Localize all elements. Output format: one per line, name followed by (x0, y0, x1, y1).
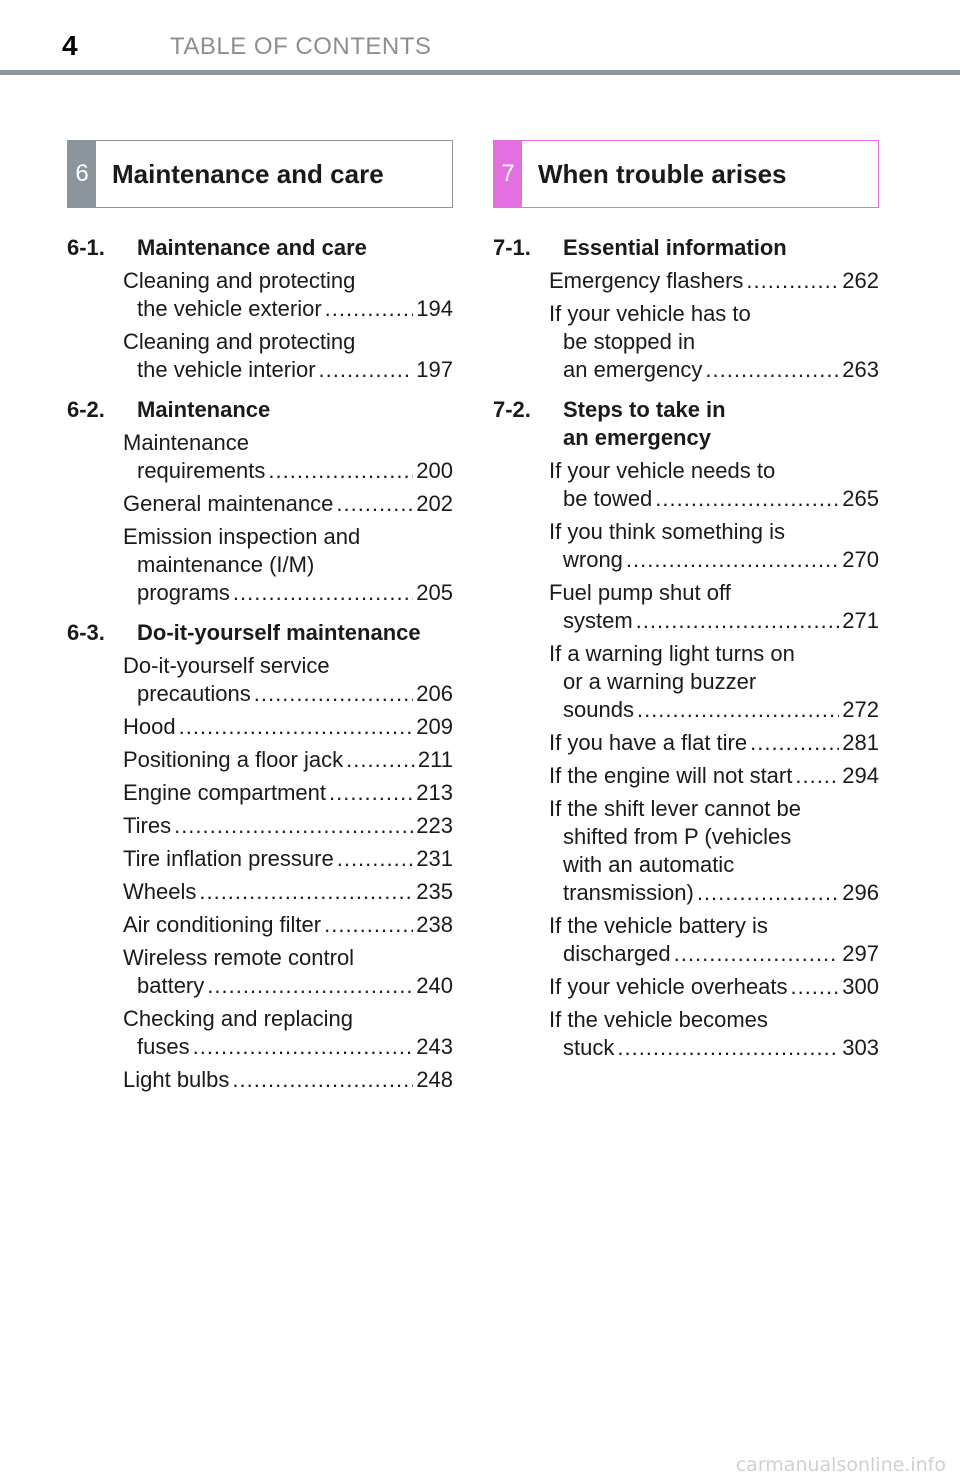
entry-title-line: maintenance (I/M) (137, 552, 315, 577)
toc-entry[interactable] (123, 523, 453, 607)
dot-leader (336, 490, 413, 518)
entry-title-row (549, 356, 879, 384)
dot-leader (750, 729, 839, 757)
section-heading[interactable] (67, 396, 453, 424)
entry-title-line: Fuel pump shut off (549, 580, 731, 605)
entry-title-line: Maintenance (123, 430, 249, 455)
entry-list (67, 429, 453, 607)
entry-list (67, 267, 453, 384)
entry-title-line: If your vehicle needs to (549, 458, 776, 483)
entry-title-row (549, 973, 879, 1001)
entry-title-row (123, 812, 453, 840)
entry-title-line: If the engine will not start (549, 763, 793, 788)
entry-title-line: Tire inflation pressure (123, 846, 334, 871)
entry-title-line: Checking and replacing (123, 1006, 353, 1031)
dot-leader (325, 295, 414, 323)
entry-list (493, 267, 879, 384)
entry-page-number: 271 (842, 608, 879, 633)
dot-leader (637, 696, 839, 724)
dot-leader (233, 579, 413, 607)
dot-leader (179, 713, 414, 741)
toc-entry[interactable] (123, 267, 453, 323)
dot-leader (795, 762, 839, 790)
section-heading[interactable] (67, 619, 453, 647)
entry-title-line: Do-it-yourself service (123, 653, 330, 678)
toc-entry[interactable] (123, 652, 453, 708)
toc-entry[interactable] (123, 746, 453, 774)
entry-page-number: 296 (842, 880, 879, 905)
dot-leader (324, 911, 413, 939)
entry-page-number: 202 (416, 491, 453, 516)
entry-title-row (123, 680, 453, 708)
section-list (67, 234, 453, 1094)
chapter-number: 7 (494, 141, 522, 207)
section (493, 396, 879, 1062)
section-heading[interactable] (493, 396, 879, 452)
entry-page-number: 272 (842, 697, 879, 722)
entry-title-line: Emergency flashers (549, 268, 744, 293)
entry-title-row (123, 911, 453, 939)
entry-title-line: If your vehicle overheats (549, 974, 788, 999)
entry-title-line: Positioning a floor jack (123, 747, 344, 772)
toc-entry[interactable] (549, 300, 879, 384)
entry-page-number: 231 (416, 846, 453, 871)
dot-leader (174, 812, 413, 840)
entry-title-row (549, 729, 879, 757)
entry-list (67, 652, 453, 1094)
dot-leader (705, 356, 839, 384)
entry-title-row (549, 696, 879, 724)
entry-title-line: If your vehicle has to (549, 301, 751, 326)
entry-page-number: 197 (416, 357, 453, 382)
entry-page-number: 300 (842, 974, 879, 999)
toc-entry[interactable] (123, 1005, 453, 1061)
entry-page-number: 243 (416, 1034, 453, 1059)
dot-leader (268, 457, 413, 485)
section (493, 234, 879, 384)
section (67, 619, 453, 1094)
toc-entry[interactable] (549, 457, 879, 513)
section-number: 6-3. (67, 620, 105, 645)
dot-leader (337, 845, 414, 873)
entry-title-line: If the vehicle battery is (549, 913, 768, 938)
entry-page-number: 240 (416, 973, 453, 998)
entry-page-number: 206 (416, 681, 453, 706)
entry-title-line: Emission inspection and (123, 524, 361, 549)
dot-leader (674, 940, 840, 968)
entry-title-line: Tires (123, 813, 172, 838)
entry-page-number: 262 (842, 268, 879, 293)
entry-title-line: be towed (563, 486, 653, 511)
entry-page-number: 235 (416, 879, 453, 904)
section-title-line: Steps to take in (563, 397, 726, 422)
entry-title-line: sounds (563, 697, 634, 722)
page-title: TABLE OF CONTENTS (170, 33, 432, 60)
entry-title-line: If you have a flat tire (549, 730, 748, 755)
entry-title-row (549, 267, 879, 295)
dot-leader (346, 746, 415, 774)
entry-title-line: Wireless remote control (123, 945, 355, 970)
toc-entry[interactable] (549, 912, 879, 968)
entry-title-line: Light bulbs (123, 1067, 230, 1092)
toc-entry[interactable] (549, 579, 879, 635)
toc-entry[interactable] (123, 845, 453, 873)
entry-title-row (123, 1033, 453, 1061)
entry-title-line: fuses (137, 1034, 190, 1059)
entry-title-line: If the vehicle becomes (549, 1007, 768, 1032)
section (67, 234, 453, 384)
entry-title-line: If you think something is (549, 519, 786, 544)
toc-entry[interactable] (123, 713, 453, 741)
entry-title-line: Cleaning and protecting (123, 268, 356, 293)
chapter-tab[interactable] (67, 140, 453, 208)
toc-entry[interactable] (123, 911, 453, 939)
toc-entry[interactable] (123, 328, 453, 384)
entry-title-line: If the shift lever cannot be (549, 796, 801, 821)
toc-entry[interactable] (123, 429, 453, 485)
entry-title-line: system (563, 608, 633, 633)
entry-title-row (549, 607, 879, 635)
entry-page-number: 223 (416, 813, 453, 838)
dot-leader (207, 972, 413, 1000)
dot-leader (319, 356, 414, 384)
chapter-title: When trouble arises (538, 158, 787, 189)
entry-title-line: the vehicle interior (137, 357, 316, 382)
page-header (0, 0, 960, 78)
entry-page-number: 265 (842, 486, 879, 511)
entry-title-row (549, 879, 879, 907)
entry-title-line: with an automatic (563, 852, 735, 877)
entry-title-row (123, 356, 453, 384)
entry-title-row (123, 579, 453, 607)
entry-title-row (123, 295, 453, 323)
entry-page-number: 281 (842, 730, 879, 755)
entry-title-row (549, 940, 879, 968)
entry-title-line: or a warning buzzer (563, 669, 757, 694)
dot-leader (617, 1034, 839, 1062)
dot-leader (626, 546, 839, 574)
entry-title-line: an emergency (563, 357, 703, 382)
toc-entry[interactable] (549, 729, 879, 757)
entry-title-line: General maintenance (123, 491, 334, 516)
entry-title-line: requirements (137, 458, 266, 483)
entry-title-row (123, 457, 453, 485)
section-list (493, 234, 879, 1062)
dot-leader (790, 973, 839, 1001)
chapter-title: Maintenance and care (112, 158, 384, 189)
entry-title-row (549, 762, 879, 790)
section-number: 7-2. (493, 397, 531, 422)
entry-title-line: shifted from P (vehicles (563, 824, 792, 849)
section-heading[interactable] (493, 234, 879, 262)
entry-title-line: stuck (563, 1035, 615, 1060)
entry-title-row (123, 713, 453, 741)
toc-entry[interactable] (549, 762, 879, 790)
entry-page-number: 297 (842, 941, 879, 966)
chapter-tab[interactable] (493, 140, 879, 208)
entry-title-line: the vehicle exterior (137, 296, 322, 321)
toc-entry[interactable] (123, 878, 453, 906)
section-number: 6-2. (67, 397, 105, 422)
toc-entry[interactable] (123, 779, 453, 807)
entry-title-line: If a warning light turns on (549, 641, 795, 666)
entry-page-number: 263 (842, 357, 879, 382)
dot-leader (655, 485, 839, 513)
entry-title-row (549, 1034, 879, 1062)
watermark: carmanualsonline.info (735, 1454, 946, 1476)
entry-title-line: precautions (137, 681, 251, 706)
entry-title-row (549, 546, 879, 574)
entry-title-row (123, 490, 453, 518)
entry-page-number: 270 (842, 547, 879, 572)
section-number: 6-1. (67, 235, 105, 260)
dot-leader (746, 267, 839, 295)
section (67, 396, 453, 607)
entry-title-line: Wheels (123, 879, 197, 904)
section-title-line: Maintenance (137, 397, 271, 422)
entry-title-line: transmission) (563, 880, 694, 905)
entry-title-row (549, 485, 879, 513)
entry-title-line: Cleaning and protecting (123, 329, 356, 354)
entry-title-row (123, 972, 453, 1000)
entry-page-number: 200 (416, 458, 453, 483)
dot-leader (193, 1033, 414, 1061)
entry-title-line: programs (137, 580, 230, 605)
header-rule (0, 70, 960, 75)
section-title-line: Maintenance and care (137, 235, 367, 260)
toc-entry[interactable] (549, 795, 879, 907)
toc-entry[interactable] (123, 1066, 453, 1094)
entry-page-number: 194 (416, 296, 453, 321)
dot-leader (329, 779, 413, 807)
entry-page-number: 209 (416, 714, 453, 739)
dot-leader (697, 879, 839, 907)
toc-entry[interactable] (123, 812, 453, 840)
entry-page-number: 205 (416, 580, 453, 605)
entry-page-number: 238 (416, 912, 453, 937)
dot-leader (254, 680, 414, 708)
page-number: 4 (62, 30, 78, 61)
section-title-line: Do-it-yourself maintenance (137, 620, 421, 645)
entry-title-row (123, 845, 453, 873)
toc-entry[interactable] (549, 267, 879, 295)
entry-list (493, 457, 879, 1062)
entry-title-line: discharged (563, 941, 671, 966)
dot-leader (636, 607, 840, 635)
entry-title-row (123, 746, 453, 774)
entry-title-line: Air conditioning filter (123, 912, 322, 937)
entry-title-line: Engine compartment (123, 780, 326, 805)
dot-leader (232, 1066, 413, 1094)
dot-leader (199, 878, 413, 906)
entry-title-row (123, 1066, 453, 1094)
toc-entry[interactable] (549, 973, 879, 1001)
toc-entry[interactable] (549, 1006, 879, 1062)
entry-page-number: 211 (417, 747, 453, 772)
chapter-column (493, 140, 879, 1062)
section-heading[interactable] (67, 234, 453, 262)
entry-title-line: Hood (123, 714, 176, 739)
toc-entry[interactable] (549, 518, 879, 574)
entry-page-number: 303 (842, 1035, 879, 1060)
entry-title-row (123, 779, 453, 807)
toc-entry[interactable] (549, 640, 879, 724)
entry-page-number: 213 (416, 780, 453, 805)
chapter-column (67, 140, 453, 1094)
chapter-number: 6 (68, 141, 96, 207)
toc-entry[interactable] (123, 490, 453, 518)
section-title-line: an emergency (563, 425, 711, 450)
section-title-line: Essential information (563, 235, 787, 260)
entry-title-line: wrong (563, 547, 623, 572)
entry-title-line: battery (137, 973, 205, 998)
entry-page-number: 248 (416, 1067, 453, 1092)
entry-page-number: 294 (842, 763, 879, 788)
entry-title-line: be stopped in (563, 329, 696, 354)
toc-entry[interactable] (123, 944, 453, 1000)
section-number: 7-1. (493, 235, 531, 260)
entry-title-row (123, 878, 453, 906)
